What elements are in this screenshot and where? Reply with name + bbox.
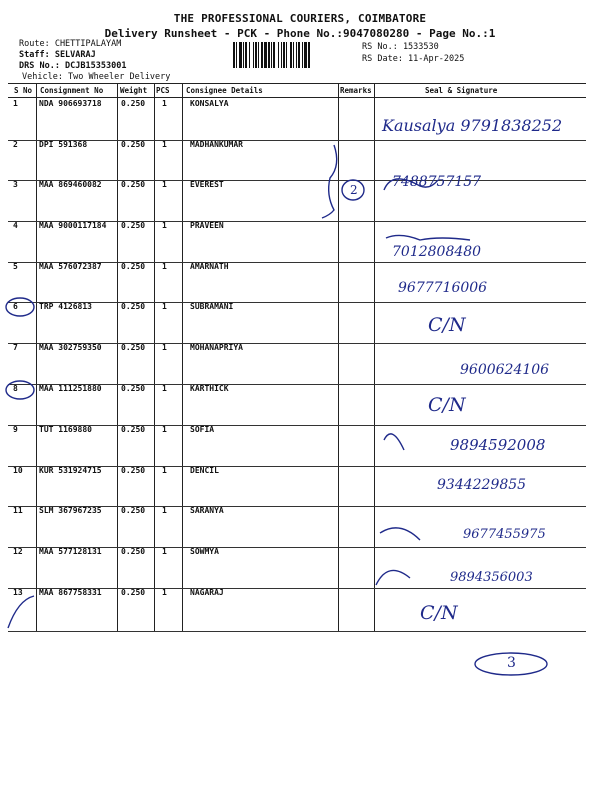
cell-pcs: 1 bbox=[162, 547, 167, 556]
barcode-bar bbox=[253, 42, 254, 68]
cell-consignee: KARTHICK bbox=[190, 384, 229, 393]
rs-date: RS Date: 11-Apr-2025 bbox=[362, 54, 465, 64]
cell-weight: 0.250 bbox=[121, 262, 146, 271]
barcode-bar bbox=[233, 42, 235, 68]
cn-mark-row-6: C/N bbox=[428, 314, 466, 336]
barcode-bar bbox=[261, 42, 263, 68]
signature-row-11: 9677455975 bbox=[463, 527, 546, 542]
cell-sno: 2 bbox=[13, 140, 18, 149]
barcode-bar bbox=[283, 42, 285, 68]
cell-weight: 0.250 bbox=[121, 221, 146, 230]
col-divider bbox=[154, 83, 155, 631]
cell-weight: 0.250 bbox=[121, 343, 146, 352]
scribble-row-12 bbox=[376, 570, 410, 585]
col-header-seal: Seal & Signature bbox=[425, 86, 498, 95]
barcode-bar bbox=[290, 42, 292, 68]
cell-consignment: MAA 869460082 bbox=[39, 180, 102, 189]
signature-row-12: 9894356003 bbox=[450, 570, 533, 585]
vehicle-label: Vehicle: Two Wheeler Delivery bbox=[22, 72, 171, 82]
col-header-details: Consignee Details bbox=[186, 86, 263, 95]
cell-weight: 0.250 bbox=[121, 466, 146, 475]
cell-pcs: 1 bbox=[162, 588, 167, 597]
col-header-sno: S No bbox=[14, 86, 33, 95]
cell-consignment: NDA 906693718 bbox=[39, 99, 102, 108]
cell-consignment: MAA 9000117184 bbox=[39, 221, 107, 230]
cell-weight: 0.250 bbox=[121, 547, 146, 556]
signature-row-4: 7012808480 bbox=[392, 244, 482, 260]
cell-consignment: KUR 531924715 bbox=[39, 466, 102, 475]
cell-consignment: TUT 1169880 bbox=[39, 425, 92, 434]
col-divider bbox=[182, 83, 183, 631]
col-divider bbox=[338, 83, 339, 631]
staff-label: Staff: SELVARAJ bbox=[19, 50, 96, 60]
row-divider bbox=[8, 140, 586, 141]
col-header-remarks: Remarks bbox=[340, 86, 372, 95]
cell-pcs: 1 bbox=[162, 180, 167, 189]
cell-consignee: MOHANAPRIYA bbox=[190, 343, 243, 352]
barcode-bar bbox=[249, 42, 250, 68]
barcode-bar bbox=[278, 42, 279, 68]
cell-consignee: EVEREST bbox=[190, 180, 224, 189]
signature-row-1: Kausalya 9791838252 bbox=[382, 116, 563, 135]
cell-pcs: 1 bbox=[162, 221, 167, 230]
scribble-row-11 bbox=[380, 528, 420, 540]
scribble-row-9 bbox=[384, 434, 404, 450]
cell-consignee: SARANYA bbox=[190, 506, 224, 515]
barcode-bar bbox=[273, 42, 275, 68]
cell-weight: 0.250 bbox=[121, 425, 146, 434]
cell-sno: 11 bbox=[13, 506, 23, 515]
rs-number: RS No.: 1533530 bbox=[362, 42, 439, 52]
cell-weight: 0.250 bbox=[121, 588, 146, 597]
barcode-bar bbox=[239, 42, 242, 68]
cell-consignee: AMARNATH bbox=[190, 262, 229, 271]
barcode bbox=[232, 42, 356, 68]
barcode-bar bbox=[245, 42, 247, 68]
circle-mark-row-6 bbox=[6, 298, 34, 316]
brace-mark bbox=[322, 145, 337, 218]
remark-row-3: 2 bbox=[350, 183, 358, 197]
barcode-bar bbox=[308, 42, 310, 68]
signature-row-9: 9894592008 bbox=[450, 436, 546, 454]
cell-pcs: 1 bbox=[162, 343, 167, 352]
cell-sno: 13 bbox=[13, 588, 23, 597]
cell-weight: 0.250 bbox=[121, 99, 146, 108]
runsheet-title: Delivery Runsheet - PCK - Phone No.:9047080280 - Page No.:1 bbox=[104, 27, 496, 40]
signature-row-3: 7488757157 bbox=[392, 174, 482, 190]
drs-label: DRS No.: DCJB15353001 bbox=[19, 61, 127, 71]
table-top-border bbox=[8, 83, 586, 84]
barcode-bar bbox=[264, 42, 267, 68]
route-label: Route: CHETTIPALAYAM bbox=[19, 39, 122, 49]
company-title: THE PROFESSIONAL COURIERS, COIMBATORE bbox=[173, 12, 427, 25]
cell-sno: 6 bbox=[13, 302, 18, 311]
col-header-weight: Weight bbox=[120, 86, 148, 95]
cn-mark-row-13: C/N bbox=[420, 602, 458, 624]
cell-sno: 5 bbox=[13, 262, 18, 271]
circle-mark-row-13 bbox=[8, 596, 34, 628]
cell-pcs: 1 bbox=[162, 384, 167, 393]
cn-mark-row-8: C/N bbox=[428, 394, 466, 416]
cell-consignee: SOFIA bbox=[190, 425, 215, 434]
cell-sno: 1 bbox=[13, 99, 18, 108]
cell-sno: 9 bbox=[13, 425, 18, 434]
col-divider bbox=[374, 83, 375, 631]
signature-row-5: 9677716006 bbox=[398, 280, 488, 296]
cell-consignee: DENCIL bbox=[190, 466, 219, 475]
barcode-bar bbox=[258, 42, 259, 68]
cell-consignment: MAA 576072387 bbox=[39, 262, 102, 271]
cell-sno: 12 bbox=[13, 547, 23, 556]
col-divider bbox=[36, 83, 37, 631]
cell-sno: 4 bbox=[13, 221, 18, 230]
cell-consignee: SUBRAMANI bbox=[190, 302, 234, 311]
barcode-bar bbox=[255, 42, 257, 68]
row-divider bbox=[8, 631, 586, 632]
barcode-bar bbox=[281, 42, 282, 68]
barcode-bar bbox=[298, 42, 300, 68]
cell-sno: 3 bbox=[13, 180, 18, 189]
cell-weight: 0.250 bbox=[121, 140, 146, 149]
barcode-bar bbox=[243, 42, 244, 68]
cell-consignment: DPI 591368 bbox=[39, 140, 88, 149]
barcode-bar bbox=[304, 42, 307, 68]
barcode-bar bbox=[296, 42, 297, 68]
barcode-bar bbox=[286, 42, 287, 68]
col-header-consignment: Consignment No bbox=[40, 86, 104, 95]
cell-weight: 0.250 bbox=[121, 506, 146, 515]
cell-pcs: 1 bbox=[162, 506, 167, 515]
row-divider bbox=[8, 302, 586, 303]
cell-consignment: MAA 577128131 bbox=[39, 547, 102, 556]
barcode-bar bbox=[293, 42, 294, 68]
barcode-bar bbox=[302, 42, 303, 68]
cell-consignee: NAGARAJ bbox=[190, 588, 224, 597]
cell-weight: 0.250 bbox=[121, 180, 146, 189]
col-header-pcs: PCS bbox=[156, 86, 170, 95]
cell-consignee: MADHANKUMAR bbox=[190, 140, 243, 149]
cell-pcs: 1 bbox=[162, 140, 167, 149]
signature-row-10: 9344229855 bbox=[437, 477, 527, 493]
cell-consignee: KONSALYA bbox=[190, 99, 229, 108]
cell-consignment: MAA 867758331 bbox=[39, 588, 102, 597]
cell-sno: 10 bbox=[13, 466, 23, 475]
cell-pcs: 1 bbox=[162, 302, 167, 311]
cell-pcs: 1 bbox=[162, 466, 167, 475]
cell-pcs: 1 bbox=[162, 99, 167, 108]
row-divider bbox=[8, 425, 586, 426]
cell-consignment: TRP 4126813 bbox=[39, 302, 92, 311]
cell-consignee: SOWMYA bbox=[190, 547, 219, 556]
cell-weight: 0.250 bbox=[121, 302, 146, 311]
barcode-bar bbox=[271, 42, 272, 68]
cell-consignment: SLM 367967235 bbox=[39, 506, 102, 515]
cell-weight: 0.250 bbox=[121, 384, 146, 393]
barcode-bar bbox=[268, 42, 270, 68]
signature-row-7: 9600624106 bbox=[460, 362, 550, 378]
total-count: 3 bbox=[507, 655, 516, 671]
cell-pcs: 1 bbox=[162, 262, 167, 271]
cell-consignment: MAA 111251880 bbox=[39, 384, 102, 393]
cell-consignment: MAA 302759350 bbox=[39, 343, 102, 352]
cell-consignee: PRAVEEN bbox=[190, 221, 224, 230]
cell-sno: 8 bbox=[13, 384, 18, 393]
table-header-border bbox=[8, 97, 586, 98]
cell-sno: 7 bbox=[13, 343, 18, 352]
barcode-bar bbox=[236, 42, 237, 68]
col-divider bbox=[117, 83, 118, 631]
cell-pcs: 1 bbox=[162, 425, 167, 434]
scribble-row-4 bbox=[386, 235, 470, 240]
